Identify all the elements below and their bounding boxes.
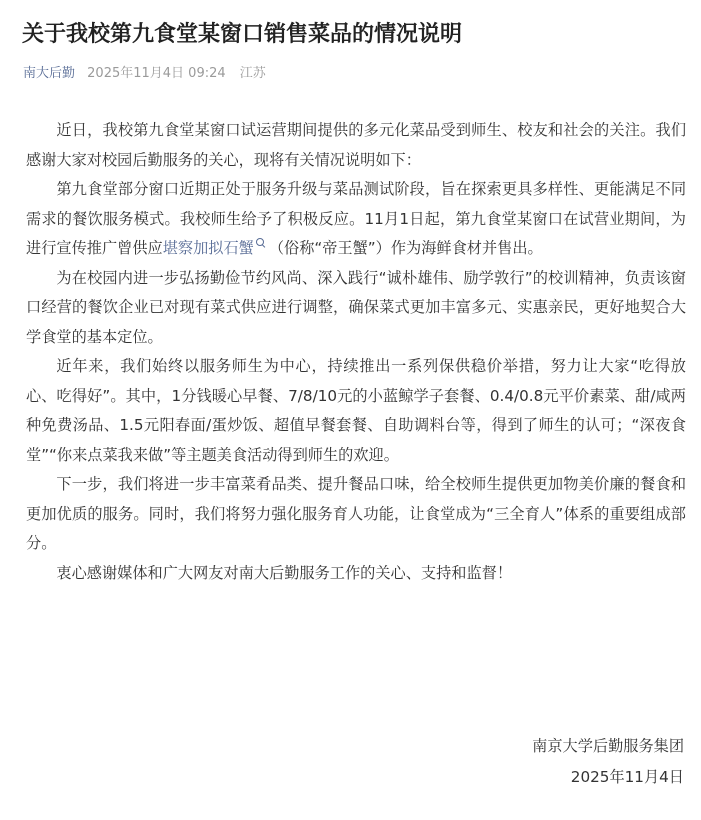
publish-time: 2025年11月4日 09:24 [87,66,226,81]
paragraph-situation-text: 第九食堂部分窗口近期正处于服务升级与菜品测试阶段，旨在探索更具多样性、更能满足不同需求的餐饮服务模式。我校师生给予了积极反应。11月1日起，第九食堂某窗口在试营业期间，为进行宣传推广曾供应 [26,180,686,257]
publish-location: 江苏 [239,66,266,81]
signature-organization: 南京大学后勤服务集团 [532,737,684,755]
paragraph-next-steps: 下一步，我们将进一步丰富菜肴品类、提升餐品口味，给全校师生提供更加物美价廉的餐食和更加优质的服务。同时，我们将努力强化服务育人功能，让食堂成为“三全育人”体系的重要组成部分。 [26,475,686,552]
article-body [26,116,686,588]
paragraph-situation-text-end: （俗称“帝王蟹”）作为海鲜食材并售出。 [268,239,543,257]
paragraph-thanks: 衷心感谢媒体和广大网友对南大后勤服务工作的关心、支持和监督！ [56,563,513,582]
signature-date: 2025年11月4日 [570,768,684,786]
paragraph-adjustment: 为在校园内进一步弘扬勤俭节约风尚、深入践行“诚朴雄伟、励学敦行”的校训精神，负责该窗口经营的餐饮企业已对现有菜式供应进行调整，确保菜式更加丰富多元、实惠亲民，更好地契合大学食堂的基本定位。 [26,268,686,346]
search-icon[interactable] [256,238,265,247]
paragraph-situation [26,175,686,264]
paragraph-intro: 近日，我校第九食堂某窗口试运营期间提供的多元化菜品受到师生、校友和社会的关注。我们感谢大家对校园后勤服务的关心，现将有关情况说明如下： [26,121,686,169]
article-meta [23,65,266,83]
article-title: 关于我校第九食堂某窗口销售菜品的情况说明 [22,22,463,47]
account-name-link[interactable]: 南大后勤 [23,66,76,81]
king-crab-search-link[interactable]: 堪察加拟石蟹 [162,239,254,257]
paragraph-measures: 近年来，我们始终以服务师生为中心，持续推出一系列保供稳价举措，努力让大家“吃得放心、吃得好”。其中，1分钱暖心早餐、7/8/10元的小蓝鲸学子套餐、0.4/0.8元平价素菜、甜/咸两种免费汤品、1.5元阳春面/蛋炒饭、超值早餐套餐、自助调料台等，得到了师生的认可；“深夜食堂”“你来点菜我来做”等主题美食活动得到师生的欢迎。 [26,357,686,464]
signature-block [532,731,684,793]
